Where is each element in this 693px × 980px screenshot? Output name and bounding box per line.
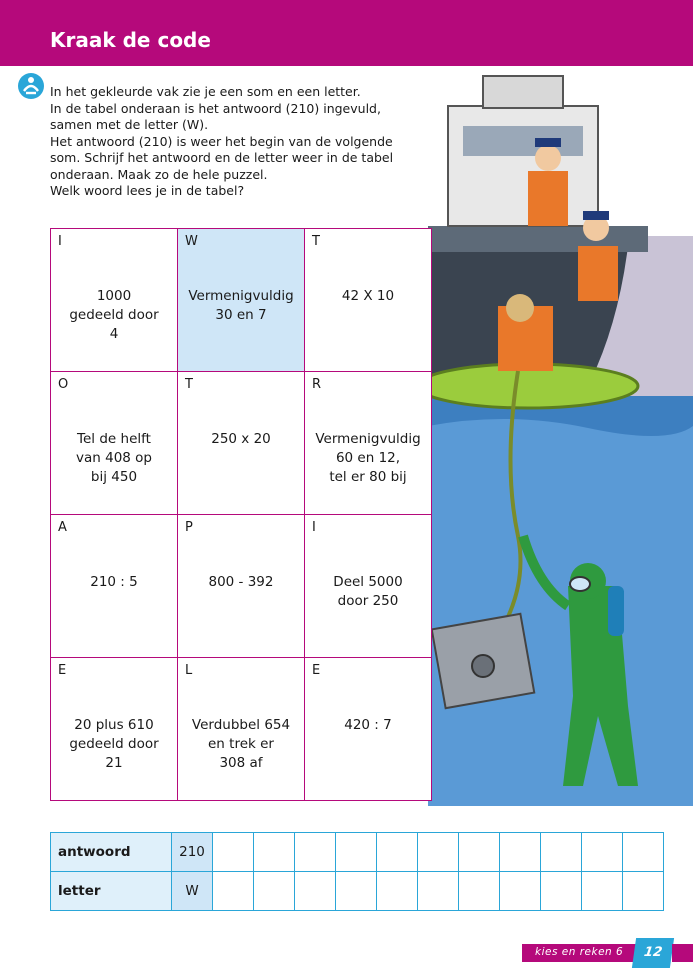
cell-sum: 210 : 5 <box>90 574 138 590</box>
puzzle-cell <box>51 372 178 515</box>
letter-row <box>51 872 664 911</box>
cell-sum: 1000 gedeeld door 4 <box>69 288 159 342</box>
cell-sum: Verdubbel 654 en trek er 308 af <box>191 717 291 771</box>
puzzle-row <box>51 658 432 801</box>
puzzle-cell <box>305 229 432 372</box>
instruction-line: Welk woord lees je in de tabel? <box>50 183 245 198</box>
instruction-line: som. Schrijf het antwoord en de letter weer in de tabel <box>50 150 394 165</box>
puzzle-cell <box>305 658 432 801</box>
antwoord-cell[interactable] <box>623 833 664 872</box>
puzzle-cell <box>178 372 305 515</box>
puzzle-cell <box>305 372 432 515</box>
cell-letter: E <box>312 663 321 678</box>
letter-cell[interactable] <box>377 872 418 911</box>
antwoord-cell[interactable] <box>295 833 336 872</box>
letter-cell[interactable] <box>541 872 582 911</box>
puzzle-cell <box>51 515 178 658</box>
cell-letter: A <box>58 520 67 535</box>
cell-letter: I <box>58 234 62 249</box>
answer-table <box>50 832 664 911</box>
cell-sum: Tel de helft van 408 op bij 450 <box>76 431 152 485</box>
puzzle-row <box>51 515 432 658</box>
antwoord-cell[interactable] <box>418 833 459 872</box>
puzzle-cell <box>51 658 178 801</box>
person-info-icon <box>17 72 45 100</box>
letter-cell: W <box>172 872 213 911</box>
antwoord-label: antwoord <box>51 833 172 872</box>
cell-letter: R <box>312 377 322 392</box>
instruction-line: Het antwoord (210) is weer het begin van de volgende <box>50 133 393 149</box>
page-title: Kraak de code <box>50 28 211 52</box>
page-number: 12 <box>632 938 674 968</box>
instruction-line: samen met de letter (W). <box>50 117 209 132</box>
antwoord-cell[interactable] <box>582 833 623 872</box>
letter-cell[interactable] <box>213 872 254 911</box>
diver-boat-illustration <box>388 66 693 806</box>
puzzle-cell <box>178 658 305 801</box>
cell-letter: T <box>312 234 320 249</box>
letter-cell[interactable] <box>623 872 664 911</box>
cell-letter: I <box>312 520 316 535</box>
letter-cell[interactable] <box>418 872 459 911</box>
cell-letter: O <box>58 377 69 392</box>
cell-sum: Vermenigvuldig 60 en 12, tel er 80 bij <box>315 431 421 485</box>
series-label: kies en reken 6 <box>535 946 624 958</box>
puzzle-row <box>51 372 432 515</box>
antwoord-cell[interactable] <box>459 833 500 872</box>
antwoord-cell[interactable] <box>336 833 377 872</box>
cell-sum: 20 plus 610 gedeeld door 21 <box>69 717 159 771</box>
antwoord-cell[interactable] <box>213 833 254 872</box>
cell-letter: P <box>185 520 193 535</box>
instructions <box>50 84 410 200</box>
letter-cell[interactable] <box>500 872 541 911</box>
cell-letter: L <box>185 663 193 678</box>
antwoord-cell: 210 <box>172 833 213 872</box>
instruction-line: In het gekleurde vak zie je een som en een letter. <box>50 84 361 99</box>
puzzle-grid <box>50 228 432 801</box>
letter-cell[interactable] <box>295 872 336 911</box>
puzzle-cell-highlighted <box>178 229 305 372</box>
letter-cell[interactable] <box>459 872 500 911</box>
letter-cell[interactable] <box>582 872 623 911</box>
cell-sum: 42 X 10 <box>341 288 395 304</box>
puzzle-cell <box>305 515 432 658</box>
cell-letter: W <box>185 234 198 249</box>
letter-label: letter <box>51 872 172 911</box>
cell-sum: 800 - 392 <box>208 574 274 590</box>
cell-letter: T <box>185 377 193 392</box>
letter-cell[interactable] <box>336 872 377 911</box>
letter-cell[interactable] <box>254 872 295 911</box>
footer-bar-end <box>672 944 693 962</box>
instruction-line: onderaan. Maak zo de hele puzzel. <box>50 166 268 182</box>
antwoord-row <box>51 833 664 872</box>
cell-sum: 420 : 7 <box>344 717 392 733</box>
antwoord-cell[interactable] <box>500 833 541 872</box>
cell-letter: E <box>58 663 67 678</box>
cell-sum: Vermenigvuldig 30 en 7 <box>188 288 294 323</box>
puzzle-cell <box>178 515 305 658</box>
instruction-line: In de tabel onderaan is het antwoord (210) ingevuld, <box>50 100 381 116</box>
puzzle-cell <box>51 229 178 372</box>
antwoord-cell[interactable] <box>377 833 418 872</box>
antwoord-cell[interactable] <box>541 833 582 872</box>
cell-sum: Deel 5000 door 250 <box>333 574 403 609</box>
cell-sum: 250 x 20 <box>211 431 271 447</box>
antwoord-cell[interactable] <box>254 833 295 872</box>
puzzle-row <box>51 229 432 372</box>
